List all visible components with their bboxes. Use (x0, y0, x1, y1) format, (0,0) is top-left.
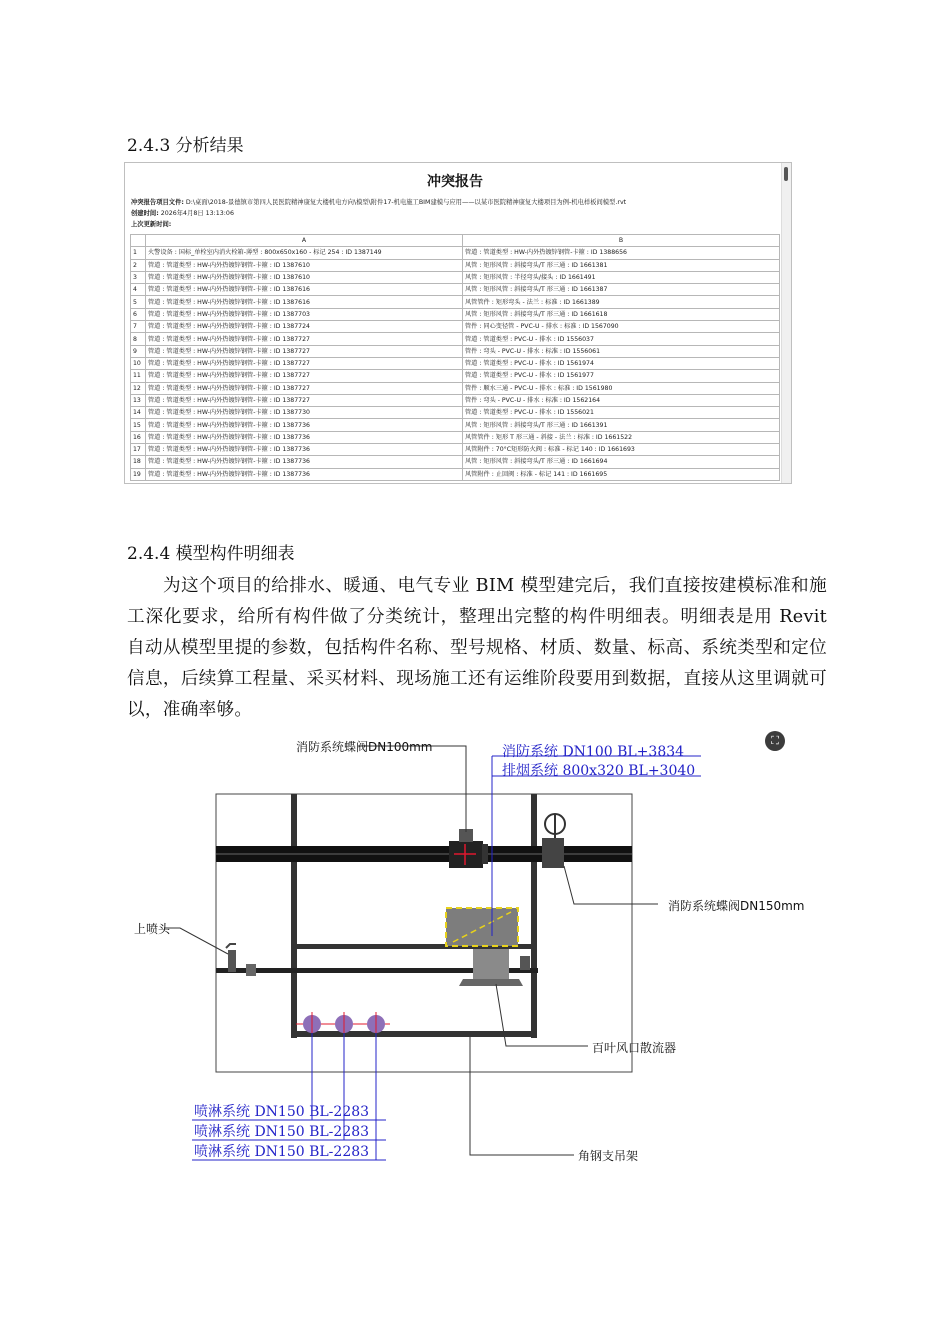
element-b-cell: 风管 : 矩形风管 : 斜接弯头/T 形三通 : ID 1661391 (463, 419, 780, 431)
row-index-cell: 5 (131, 296, 146, 308)
room-frame (216, 794, 632, 1072)
report-scrollbar[interactable] (781, 163, 791, 483)
table-row (131, 407, 780, 419)
table-header-row (131, 235, 780, 247)
element-b-cell: 管道 : 管道类型 : PVC-U - 排水 : ID 1556021 (463, 407, 780, 419)
row-index-cell: 13 (131, 394, 146, 406)
element-b-cell: 管道 : 管道类型 : PVC-U - 排水 : ID 1561977 (463, 370, 780, 382)
table-row (131, 247, 780, 259)
report-project-file (131, 197, 626, 206)
row-index-cell: 7 (131, 321, 146, 333)
table-row (131, 296, 780, 308)
table-row (131, 419, 780, 431)
element-a-cell: 管道 : 管道类型 : HW-内外热镀锌钢管-卡箍 : ID 1387610 (146, 259, 463, 271)
row-index-cell: 9 (131, 345, 146, 357)
element-b-cell: 管件 : 弯头 - PVC-U - 排水 : 标准 : ID 1556061 (463, 345, 780, 357)
header-col-b: B (463, 235, 780, 247)
table-row (131, 259, 780, 271)
created-label: 创建时间: (131, 210, 159, 217)
report-created-time (131, 208, 234, 217)
label-spray-1: 喷淋系统 DN150 BL-2283 (194, 1104, 370, 1120)
row-index-cell: 10 (131, 357, 146, 369)
element-b-cell: 管道 : 管道类型 : HW-内外热镀锌钢管-卡箍 : ID 1388656 (463, 247, 780, 259)
row-index-cell: 11 (131, 370, 146, 382)
table-row (131, 284, 780, 296)
updated-label: 上次更新时间: (131, 221, 172, 228)
element-a-cell: 管道 : 管道类型 : HW-内外热镀锌钢管-卡箍 : ID 1387736 (146, 419, 463, 431)
label-diffuser: 百叶风口散流器 (592, 1041, 677, 1055)
element-a-cell: 管道 : 管道类型 : HW-内外热镀锌钢管-卡箍 : ID 1387727 (146, 382, 463, 394)
element-b-cell: 管件 : 同心变径管 - PVC-U - 排水 : 标准 : ID 1567090 (463, 321, 780, 333)
project-file-label: 冲突报告项目文件: (131, 199, 184, 206)
table-row (131, 345, 780, 357)
element-b-cell: 风管附件 : 70°C矩形防火阀 : 标准 - 标记 140 : ID 1661693 (463, 444, 780, 456)
table-row (131, 308, 780, 320)
report-title: 冲突报告 (427, 174, 483, 190)
table-row (131, 271, 780, 283)
label-sprinkler-head: 上喷头 (134, 922, 171, 936)
element-b-cell: 风管 : 矩形风管 : 半径弯头/接头 : ID 1661491 (463, 271, 780, 283)
table-row (131, 431, 780, 443)
leader-valve-100 (358, 746, 466, 832)
element-a-cell: 管道 : 管道类型 : HW-内外热镀锌钢管-卡箍 : ID 1387703 (146, 308, 463, 320)
row-index-cell: 14 (131, 407, 146, 419)
element-a-cell: 管道 : 管道类型 : HW-内外热镀锌钢管-卡箍 : ID 1387736 (146, 444, 463, 456)
flange (482, 844, 488, 864)
element-b-cell: 管道 : 管道类型 : PVC-U - 排水 : ID 1556037 (463, 333, 780, 345)
element-a-cell: 管道 : 管道类型 : HW-内外热镀锌钢管-卡箍 : ID 1387727 (146, 357, 463, 369)
leader-valve-150 (564, 866, 658, 904)
element-b-cell: 风管 : 矩形风管 : 斜接弯头/T 形三通 : ID 1661618 (463, 308, 780, 320)
element-b-cell: 风管附件 : 止回阀 : 标准 - 标记 141 : ID 1661695 (463, 468, 780, 480)
mep-section-drawing (118, 728, 818, 1168)
element-a-cell: 管道 : 管道类型 : HW-内外热镀锌钢管-卡箍 : ID 1387727 (146, 370, 463, 382)
element-a-cell: 管道 : 管道类型 : HW-内外热镀锌钢管-卡箍 : ID 1387616 (146, 296, 463, 308)
section-heading-2-4-3: 2.4.3 分析结果 (127, 136, 244, 156)
conflict-table (130, 234, 780, 481)
table-row (131, 468, 780, 480)
row-index-cell: 12 (131, 382, 146, 394)
table-row (131, 444, 780, 456)
element-b-cell: 风管 : 矩形风管 : 斜接弯头/T 形三通 : ID 1661381 (463, 259, 780, 271)
pipe-coupling (246, 964, 256, 976)
element-b-cell: 管件 : 顺水三通 - PVC-U - 排水 : 标准 : ID 1561980 (463, 382, 780, 394)
scrollbar-thumb[interactable] (784, 167, 788, 181)
row-index-cell: 4 (131, 284, 146, 296)
element-b-cell: 管道 : 管道类型 : PVC-U - 排水 : ID 1561974 (463, 357, 780, 369)
element-a-cell: 火警设备 : 国标_单栓室内消火栓箱-薄型 : 800x650x160 - 标记 254 : ID 1387149 (146, 247, 463, 259)
element-b-cell: 风管管件 : 矩形弯头 - 法兰 : 标准 : ID 1661389 (463, 296, 780, 308)
project-file-value: D:\桌面\2018-景德镇市第四人民医院精神康复大楼机电方向\模型\附件17-机电施工BIM建模与应用——以某市医院精神康复大楼项目为例-机电样板间模型.rvt (185, 199, 627, 206)
label-valve-dn150: 消防系统蝶阀DN150mm (668, 899, 805, 913)
row-index-cell: 2 (131, 259, 146, 271)
table-row (131, 333, 780, 345)
label-valve-dn100: 消防系统蝶阀DN100mm (296, 740, 433, 754)
sprinkler-head-body (228, 950, 236, 972)
element-b-cell: 风管 : 矩形风管 : 斜接弯头/T 形三通 : ID 1661387 (463, 284, 780, 296)
bracket-right-post (531, 794, 537, 1038)
row-index-cell: 8 (131, 333, 146, 345)
row-index-cell: 18 (131, 456, 146, 468)
header-index (131, 235, 146, 247)
row-index-cell: 16 (131, 431, 146, 443)
element-a-cell: 管道 : 管道类型 : HW-内外热镀锌钢管-卡箍 : ID 1387727 (146, 345, 463, 357)
table-row (131, 357, 780, 369)
element-a-cell: 管道 : 管道类型 : HW-内外热镀锌钢管-卡箍 : ID 1387730 (146, 407, 463, 419)
element-b-cell: 风管管件 : 矩形 T 形三通 - 斜接 - 法兰 : 标准 : ID 1661522 (463, 431, 780, 443)
row-index-cell: 17 (131, 444, 146, 456)
header-col-a: A (146, 235, 463, 247)
table-row (131, 321, 780, 333)
diffuser-neck (473, 949, 509, 979)
created-value: 2026年4月8日 13:13:06 (160, 210, 234, 217)
element-a-cell: 管道 : 管道类型 : HW-内外热镀锌钢管-卡箍 : ID 1387727 (146, 394, 463, 406)
element-a-cell: 管道 : 管道类型 : HW-内外热镀锌钢管-卡箍 : ID 1387616 (146, 284, 463, 296)
row-index-cell: 1 (131, 247, 146, 259)
table-row (131, 370, 780, 382)
body-paragraph: 为这个项目的给排水、暖通、电气专业 BIM 模型建完后，我们直接按建模标准和施工深化要求，给所有构件做了分类统计，整理出完整的构件明细表。明细表是用 Revit 自动从模型里提的参数，包括构件名称、型号规格、材质、数量、标高、系统类型和定位信息，后续算工程量、采买材料、现场施工还有运维阶段要用到数据，直接从这里调就可以，准确率够。 (127, 576, 827, 720)
label-smoke-duct: 排烟系统 800x320 BL+3040 (502, 763, 696, 779)
label-spray-3: 喷淋系统 DN150 BL-2283 (194, 1144, 370, 1160)
label-fire-dn100: 消防系统 DN100 BL+3834 (502, 744, 685, 760)
table-row (131, 456, 780, 468)
element-a-cell: 管道 : 管道类型 : HW-内外热镀锌钢管-卡箍 : ID 1387727 (146, 333, 463, 345)
label-bracket: 角钢支吊架 (578, 1149, 639, 1163)
row-index-cell: 3 (131, 271, 146, 283)
element-a-cell: 管道 : 管道类型 : HW-内外热镀锌钢管-卡箍 : ID 1387724 (146, 321, 463, 333)
element-a-cell: 管道 : 管道类型 : HW-内外热镀锌钢管-卡箍 : ID 1387736 (146, 468, 463, 480)
element-a-cell: 管道 : 管道类型 : HW-内外热镀锌钢管-卡箍 : ID 1387736 (146, 456, 463, 468)
bracket-left-post (291, 794, 297, 1038)
valve-dn150-body (542, 838, 564, 868)
section-heading-2-4-4: 2.4.4 模型构件明细表 (127, 544, 295, 564)
row-index-cell: 6 (131, 308, 146, 320)
label-spray-2: 喷淋系统 DN150 BL-2283 (194, 1124, 370, 1140)
row-index-cell: 19 (131, 468, 146, 480)
bracket-bottom-beam (291, 1031, 537, 1037)
table-row (131, 382, 780, 394)
leader-sprinkler-head (164, 928, 228, 954)
element-b-cell: 风管 : 矩形风管 : 斜接弯头/T 形三通 : ID 1661694 (463, 456, 780, 468)
conflict-report-screenshot (124, 162, 792, 484)
sprinkler-head-tip (226, 944, 236, 948)
report-updated-time (131, 219, 171, 228)
element-a-cell: 管道 : 管道类型 : HW-内外热镀锌钢管-卡箍 : ID 1387736 (146, 431, 463, 443)
diffuser-face (459, 979, 523, 986)
element-b-cell: 管件 : 弯头 - PVC-U - 排水 : 标准 : ID 1562164 (463, 394, 780, 406)
diffuser-clamp (520, 956, 530, 970)
table-row (131, 394, 780, 406)
fullscreen-icon[interactable]: ⛶ (765, 731, 785, 751)
row-index-cell: 15 (131, 419, 146, 431)
element-a-cell: 管道 : 管道类型 : HW-内外热镀锌钢管-卡箍 : ID 1387610 (146, 271, 463, 283)
leader-bracket (470, 1037, 574, 1155)
